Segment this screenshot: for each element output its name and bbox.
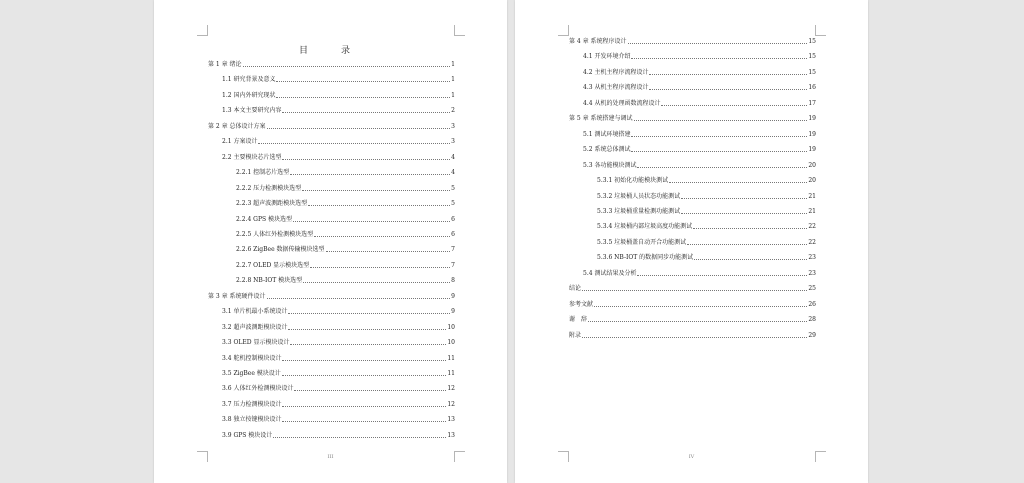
toc-entry[interactable]	[222, 323, 455, 332]
toc-entry[interactable]	[597, 192, 816, 201]
toc-entry[interactable]	[569, 331, 816, 340]
crop-mark-top-right	[815, 25, 826, 36]
toc-entry[interactable]	[208, 122, 455, 131]
toc-entry-page: 19	[808, 130, 816, 138]
toc-entry-label: 5.3.2 垃圾桶人员状态功能测试	[597, 192, 681, 200]
toc-entry[interactable]	[569, 315, 816, 324]
toc-entry-page: 9	[451, 292, 455, 300]
toc-dot-leader	[282, 406, 446, 407]
toc-entry-page: 22	[808, 223, 816, 231]
toc-entry-label: 1.1 研究背景及意义	[222, 76, 276, 84]
toc-entry-label: 5.1 测试环境搭建	[583, 130, 631, 138]
toc-dot-leader	[302, 190, 450, 191]
toc-entry[interactable]	[583, 145, 816, 154]
toc-dot-leader	[282, 360, 446, 361]
toc-entry-page: 9	[451, 308, 455, 316]
toc-dot-leader	[288, 313, 450, 314]
toc-dot-leader	[258, 143, 450, 144]
toc-entry-page: 23	[808, 254, 816, 262]
toc-entry-page: 11	[447, 370, 455, 377]
toc-entry-page: 5	[451, 200, 455, 208]
toc-entry[interactable]	[222, 415, 455, 424]
toc-entry-page: 12	[447, 385, 455, 393]
toc-entry-page: 17	[808, 99, 816, 107]
toc-dot-leader	[681, 213, 807, 214]
toc-dot-leader	[661, 105, 807, 106]
toc-entry[interactable]	[236, 245, 455, 254]
toc-entry-page: 19	[808, 115, 816, 123]
crop-mark-top-left	[558, 25, 569, 36]
toc-entry-page: 13	[447, 416, 455, 424]
toc-entry[interactable]	[569, 284, 816, 293]
toc-entry[interactable]	[236, 184, 455, 193]
toc-entry-label: 附录	[569, 331, 582, 339]
toc-entry-page: 7	[451, 246, 455, 254]
toc-entry-label: 4.3 从机主程序流程设计	[583, 84, 649, 92]
crop-mark-top-right	[454, 25, 465, 36]
toc-dot-leader	[582, 290, 807, 291]
toc-entry-label: 参考文献	[569, 300, 594, 308]
toc-dot-leader	[693, 228, 807, 229]
toc-entry-label: 3.8 独立按键模块设计	[222, 416, 282, 424]
toc-entry[interactable]	[236, 199, 455, 208]
toc-entry-page: 21	[808, 207, 816, 215]
toc-entry-page: 20	[808, 177, 816, 185]
toc-entry[interactable]	[583, 269, 816, 278]
toc-entry-label: 1.2 国内外研究现状	[222, 91, 276, 99]
toc-dot-leader	[588, 321, 807, 322]
toc-entry-label: 第 3 章 系统硬件设计	[208, 292, 266, 300]
toc-entry[interactable]	[222, 369, 455, 378]
toc-entry-label: 2.2.3 超声波测距模块选型	[236, 200, 308, 208]
toc-entry-label: 5.3.3 垃圾桶重量检测功能测试	[597, 207, 681, 215]
toc-dot-leader	[308, 205, 450, 206]
toc-entry-label: 3.9 GPS 模块设计	[222, 431, 273, 439]
toc-dot-leader	[326, 251, 451, 252]
toc-entry-page: 10	[447, 339, 455, 347]
toc-entry[interactable]	[597, 176, 816, 185]
toc-dot-leader	[694, 259, 807, 260]
toc-dot-leader	[276, 97, 450, 98]
toc-dot-leader	[282, 421, 446, 422]
toc-entry-page: 21	[808, 192, 816, 200]
toc-entry-page: 23	[808, 269, 816, 277]
toc-entry-label: 2.1 方案设计	[222, 138, 258, 146]
toc-entry[interactable]	[583, 52, 816, 61]
toc-entry-page: 3	[451, 122, 455, 130]
toc-entry-label: 2.2.6 ZigBee 数据传输模块选型	[236, 246, 325, 254]
toc-entry-label: 3.1 单片机最小系统设计	[222, 308, 288, 316]
toc-entry-page: 2	[451, 107, 455, 115]
toc-dot-leader	[282, 375, 447, 376]
toc-entry[interactable]	[222, 75, 455, 84]
toc-entry-label: 3.6 人体红外检测模块设计	[222, 385, 294, 393]
toc-dot-leader	[669, 182, 807, 183]
toc-entry-page: 1	[451, 61, 455, 68]
toc-dot-leader	[687, 244, 807, 245]
toc-entry-label: 3.3 OLED 显示模块设计	[222, 339, 290, 347]
toc-entry-page: 25	[808, 285, 816, 293]
toc-dot-leader	[637, 167, 807, 168]
crop-mark-top-left	[197, 25, 208, 36]
toc-entry-label: 第 1 章 绪论	[208, 61, 242, 68]
toc-entry[interactable]	[236, 168, 455, 177]
toc-entry[interactable]	[208, 292, 455, 301]
toc-entry-page: 10	[447, 323, 455, 331]
toc-title: 目 录	[298, 46, 362, 56]
document-page-left	[154, 0, 507, 483]
toc-entry[interactable]	[222, 153, 455, 162]
toc-entry-page: 12	[447, 400, 455, 408]
toc-dot-leader	[290, 344, 446, 345]
toc-entry-label: 2.2.2 压力检测模块选型	[236, 184, 302, 192]
toc-entry-label: 谢 辞	[569, 316, 588, 324]
toc-dot-leader	[282, 159, 450, 160]
toc-entry[interactable]	[222, 354, 455, 363]
toc-dot-leader	[273, 437, 446, 438]
toc-entry[interactable]	[597, 253, 816, 262]
toc-dot-leader	[681, 198, 807, 199]
toc-dot-leader	[310, 267, 450, 268]
toc-entry[interactable]	[583, 68, 816, 77]
toc-dot-leader	[276, 81, 450, 82]
toc-entry-label: 5.3.5 垃圾桶盖自动开合功能测试	[597, 238, 687, 246]
toc-dot-leader	[594, 306, 807, 307]
toc-entry-page: 6	[451, 230, 455, 238]
toc-entry-page: 19	[808, 146, 816, 154]
toc-entry-label: 3.2 超声波测距模块设计	[222, 323, 288, 331]
toc-entry-label: 5.2 系统总体测试	[583, 146, 631, 154]
toc-entry-label: 5.4 测试结果及分析	[583, 269, 637, 277]
toc-entry-label: 5.3.4 垃圾桶内部垃圾高度功能测试	[597, 223, 693, 231]
toc-entry-page: 29	[808, 331, 816, 339]
toc-entry[interactable]	[222, 431, 455, 440]
toc-entry[interactable]	[222, 91, 455, 100]
toc-dot-leader	[243, 66, 451, 67]
page-number: IV	[688, 454, 695, 460]
toc-entry[interactable]	[222, 338, 455, 347]
toc-entry-label: 4.2 主机主程序流程设计	[583, 68, 649, 76]
toc-entry[interactable]	[236, 230, 455, 239]
toc-entry-label: 2.2 主要模块芯片选型	[222, 153, 282, 161]
toc-dot-leader	[314, 236, 450, 237]
toc-entry[interactable]	[583, 83, 816, 92]
toc-dot-leader	[290, 174, 450, 175]
toc-entry-page: 15	[808, 38, 816, 45]
toc-dot-leader	[303, 282, 450, 283]
toc-entry[interactable]	[569, 300, 816, 309]
toc-entry-label: 3.5 ZigBee 模块设计	[222, 370, 281, 377]
toc-entry-label: 5.3.1 初始化功能模块测试	[597, 177, 669, 185]
toc-entry-page: 28	[808, 316, 816, 324]
toc-entry-page: 20	[808, 161, 816, 169]
toc-entry-label: 4.4 从机的处理函数流程设计	[583, 99, 661, 107]
toc-dot-leader	[267, 128, 451, 129]
toc-entry-label: 第 5 章 系统搭建与调试	[569, 115, 633, 123]
toc-entry-page: 4	[451, 153, 455, 161]
toc-entry-label: 3.7 压力检测模块设计	[222, 400, 282, 408]
toc-entry[interactable]	[236, 276, 455, 285]
toc-dot-leader	[282, 112, 450, 113]
toc-entry-page: 15	[808, 53, 816, 61]
toc-entry-page: 5	[451, 184, 455, 192]
toc-entry[interactable]	[569, 37, 816, 46]
toc-dot-leader	[631, 151, 807, 152]
toc-entry[interactable]	[222, 307, 455, 316]
toc-entry-page: 16	[808, 84, 816, 92]
toc-entry[interactable]	[597, 222, 816, 231]
toc-dot-leader	[293, 221, 450, 222]
toc-entry-page: 4	[451, 169, 455, 177]
document-page-right	[515, 0, 868, 483]
toc-entry-label: 2.2.8 NB-IOT 模块选型	[236, 277, 303, 285]
toc-entry-label: 2.2.5 人体红外检测模块选型	[236, 230, 314, 238]
toc-entry[interactable]	[222, 400, 455, 409]
toc-entry-page: 13	[447, 431, 455, 439]
toc-dot-leader	[631, 58, 807, 59]
toc-dot-leader	[637, 275, 807, 276]
toc-entry-page: 3	[451, 138, 455, 146]
toc-entry-label: 1.3 本文主要研究内容	[222, 107, 282, 115]
toc-entry-label: 5.3.6 NB-IOT 的数据同步功能测试	[597, 254, 694, 262]
toc-dot-leader	[649, 74, 807, 75]
toc-entry-label: 结论	[569, 285, 582, 293]
toc-entry-page: 11	[447, 354, 455, 362]
toc-entry-label: 2.2.4 GPS 模块选型	[236, 215, 293, 223]
toc-entry-label: 第 4 章 系统程序设计	[569, 38, 627, 45]
toc-entry[interactable]	[222, 137, 455, 146]
toc-entry-label: 2.2.7 OLED 显示模块选型	[236, 261, 310, 269]
toc-entry[interactable]	[222, 106, 455, 115]
toc-entry[interactable]	[583, 99, 816, 108]
toc-entry-label: 第 2 章 总体设计方案	[208, 122, 266, 130]
toc-entry-page: 7	[451, 261, 455, 269]
toc-dot-leader	[582, 337, 807, 338]
toc-entry-label: 2.2.1 控制芯片选型	[236, 169, 290, 177]
toc-entry[interactable]	[236, 261, 455, 270]
toc-entry-page: 8	[451, 277, 455, 285]
toc-dot-leader	[628, 43, 808, 44]
toc-dot-leader	[634, 120, 808, 121]
toc-entry[interactable]	[597, 207, 816, 216]
toc-dot-leader	[649, 89, 807, 90]
toc-entry-page: 15	[808, 68, 816, 76]
toc-entry[interactable]	[236, 215, 455, 224]
toc-entry-page: 22	[808, 238, 816, 246]
toc-dot-leader	[294, 390, 446, 391]
toc-entry[interactable]	[208, 60, 455, 69]
toc-entry-page: 6	[451, 215, 455, 223]
toc-dot-leader	[631, 136, 807, 137]
page-number: III	[327, 454, 334, 460]
toc-entry[interactable]	[569, 114, 816, 123]
toc-dot-leader	[288, 329, 446, 330]
toc-entry[interactable]	[583, 130, 816, 139]
toc-entry-page: 1	[451, 91, 455, 99]
toc-entry-page: 1	[451, 76, 455, 84]
toc-dot-leader	[267, 298, 451, 299]
toc-entry-page: 26	[808, 300, 816, 308]
toc-entry-label: 3.4 舵机控制模块设计	[222, 354, 282, 362]
toc-entry[interactable]	[597, 238, 816, 247]
toc-entry[interactable]	[222, 384, 455, 393]
toc-entry-label: 5.3 各功能模块测试	[583, 161, 637, 169]
toc-entry-label: 4.1 开发环境介绍	[583, 53, 631, 61]
toc-entry[interactable]	[583, 161, 816, 170]
